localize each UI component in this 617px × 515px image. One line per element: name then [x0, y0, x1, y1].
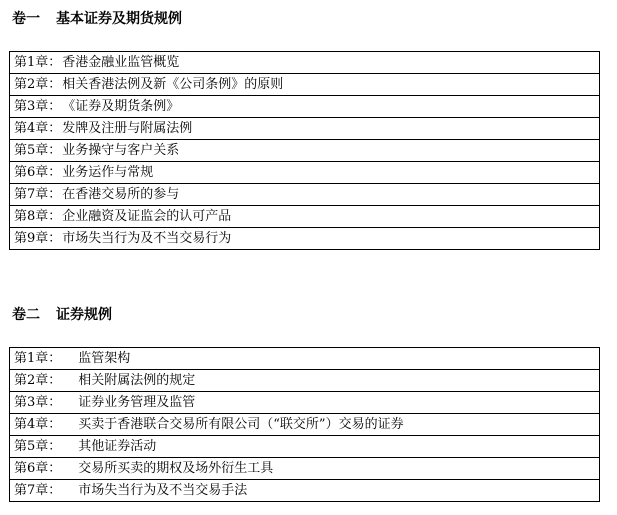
volume-2-title: 证券规例: [56, 307, 112, 323]
chapter-row: [10, 370, 600, 392]
chapter-number: 第5章：: [14, 143, 62, 158]
chapter-cell: [10, 184, 600, 206]
chapter-cell: [10, 96, 600, 118]
chapter-number: 第1章：: [14, 351, 62, 366]
chapter-cell: [10, 228, 600, 250]
chapter-row: [10, 392, 600, 414]
chapter-row: [10, 74, 600, 96]
chapter-row: [10, 436, 600, 458]
chapter-cell: [10, 118, 600, 140]
chapter-cell: [10, 392, 600, 414]
chapter-title: 监管架构: [78, 351, 131, 366]
chapter-title: 相关香港法例及新《公司条例》的原则: [62, 77, 284, 92]
chapter-cell: [10, 370, 600, 392]
chapter-row: [10, 480, 600, 502]
chapter-row: [10, 96, 600, 118]
chapter-title: 业务操守与客户关系: [62, 143, 180, 158]
chapter-title: 企业融资及证监会的认可产品: [62, 209, 232, 224]
chapter-number: 第2章：: [14, 373, 62, 388]
chapter-cell: [10, 348, 600, 370]
chapter-cell: [10, 480, 600, 502]
volume-1-heading: [12, 11, 617, 27]
chapter-number: 第6章：: [14, 461, 62, 476]
chapter-number: 第2章：: [14, 77, 62, 92]
chapter-number: 第5章：: [14, 439, 62, 454]
chapter-cell: [10, 436, 600, 458]
chapter-cell: [10, 458, 600, 480]
chapter-cell: [10, 414, 600, 436]
chapter-title: 在香港交易所的参与: [62, 187, 180, 202]
volume-1-chapter-table: [9, 51, 600, 250]
chapter-number: 第3章：: [14, 395, 62, 410]
chapter-title: 证券业务管理及监管: [78, 395, 196, 410]
chapter-row: [10, 228, 600, 250]
chapter-title: 市场失当行为及不当交易手法: [78, 483, 248, 498]
volume-2-heading: [12, 307, 617, 323]
volume-2-chapter-table: [9, 347, 600, 502]
chapter-title: 交易所买卖的期权及场外衍生工具: [78, 461, 274, 476]
chapter-cell: [10, 74, 600, 96]
chapter-row: [10, 184, 600, 206]
chapter-cell: [10, 52, 600, 74]
chapter-title: 买卖于香港联合交易所有限公司（“联交所”）交易的证券: [78, 417, 404, 432]
chapter-title: 相关附属法例的规定: [78, 373, 196, 388]
chapter-number: 第9章：: [14, 231, 62, 246]
chapter-row: [10, 140, 600, 162]
volume-1-title: 基本证券及期货规例: [56, 11, 182, 27]
chapter-cell: [10, 162, 600, 184]
chapter-cell: [10, 140, 600, 162]
chapter-title: 香港金融业监管概览: [62, 55, 180, 70]
chapter-row: [10, 206, 600, 228]
chapter-row: [10, 162, 600, 184]
volume-1-label: 卷一: [12, 11, 40, 27]
chapter-row: [10, 414, 600, 436]
chapter-number: 第7章：: [14, 187, 62, 202]
chapter-title: 市场失当行为及不当交易行为: [62, 231, 232, 246]
chapter-title: 《证券及期货条例》: [62, 99, 180, 114]
chapter-number: 第6章：: [14, 165, 62, 180]
chapter-row: [10, 118, 600, 140]
chapter-row: [10, 52, 600, 74]
chapter-number: 第4章：: [14, 417, 62, 432]
chapter-number: 第8章：: [14, 209, 62, 224]
chapter-cell: [10, 206, 600, 228]
chapter-row: [10, 348, 600, 370]
volume-2-label: 卷二: [12, 307, 40, 323]
chapter-title: 业务运作与常规: [62, 165, 154, 180]
chapter-row: [10, 458, 600, 480]
chapter-number: 第7章：: [14, 483, 62, 498]
chapter-title: 发牌及注册与附属法例: [62, 121, 193, 136]
chapter-number: 第1章：: [14, 55, 62, 70]
chapter-number: 第3章：: [14, 99, 62, 114]
chapter-number: 第4章：: [14, 121, 62, 136]
chapter-title: 其他证券活动: [78, 439, 157, 454]
